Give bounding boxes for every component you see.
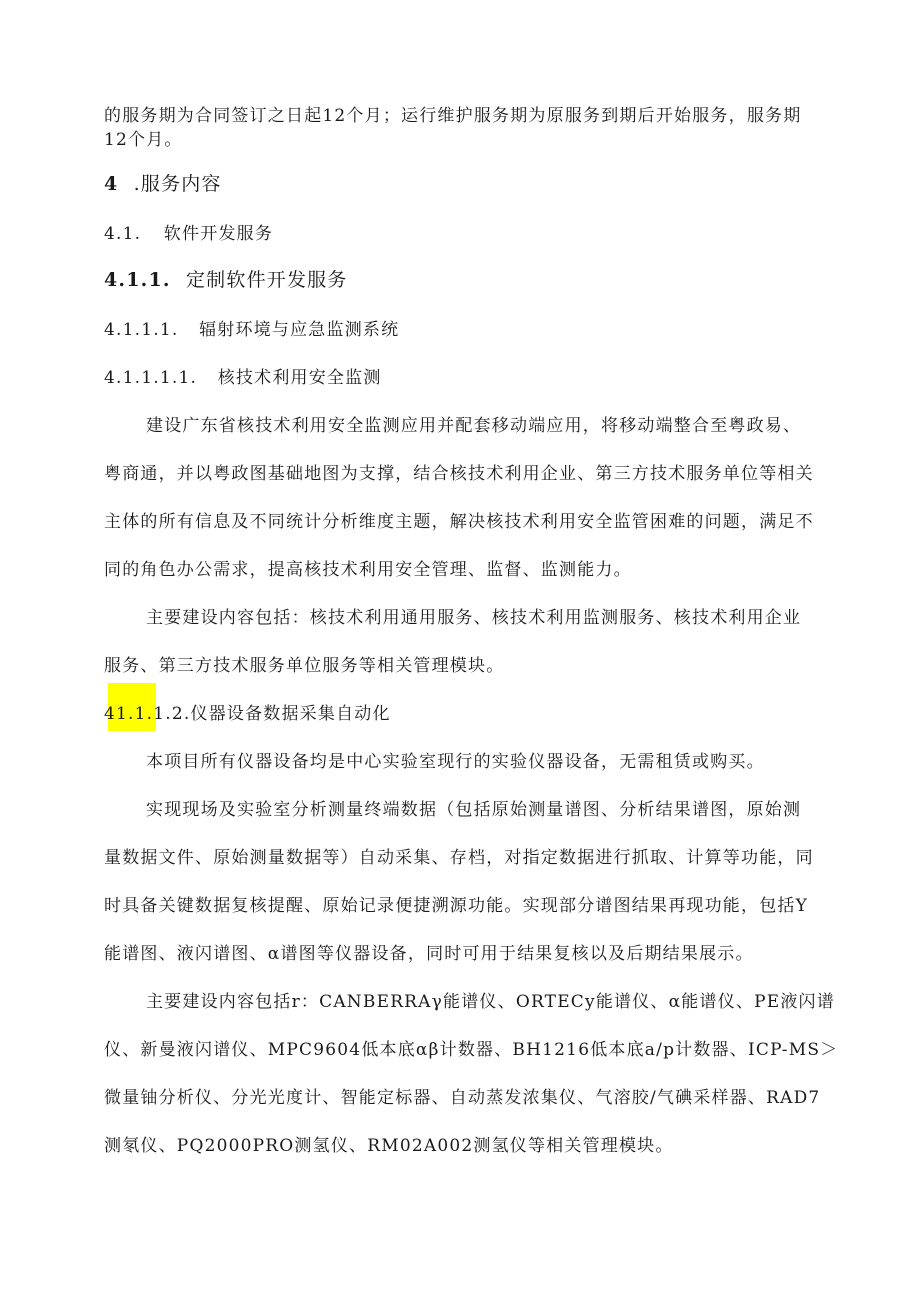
para-5-line-3: 微量铀分析仪、分光光度计、智能定标器、自动蒸发浓集仪、气溶胶/气碘采样器、RAD7	[104, 1088, 821, 1108]
para-1-line-2: 粤商通，并以粤政图基础地图为支撑，结合核技术利用企业、第三方技术服务单位等相关	[104, 464, 814, 484]
intro-line-1: 的服务期为合同签订之日起12个月；运行维护服务期为原服务到期后开始服务，服务期	[104, 106, 802, 126]
heading-title: 辐射环境与应急监测系统	[199, 320, 400, 340]
para-1-line-3: 主体的所有信息及不同统计分析维度主题，解决核技术利用安全监管困难的问题，满足不	[104, 512, 814, 532]
heading-section-4-1-1	[104, 268, 348, 292]
para-5-line-4: 测氡仪、PQ2000PRO测氢仪、RM02A002测氢仪等相关管理模块。	[104, 1136, 674, 1156]
heading-number: 4	[104, 173, 119, 195]
heading-title: .服务内容	[133, 173, 222, 195]
para-1-line-1: 建设广东省核技术利用安全监测应用并配套移动端应用，将移动端整合至粤政易、	[146, 416, 802, 436]
para-4-line-2: 量数据文件、原始测量数据等）自动采集、存档，对指定数据进行抓取、计算等功能，同	[104, 848, 814, 868]
heading-section-4-1-1-1-1	[104, 366, 382, 390]
heading-title: 核技术利用安全监测	[217, 368, 382, 388]
heading-section-4-1-1-1-2	[104, 702, 391, 726]
heading-title: 仪器设备数据采集自动化	[190, 704, 391, 724]
heading-number: 41.1.1.2.	[104, 704, 191, 724]
para-5-line-2: 仪、新曼液闪谱仪、MPC9604低本底αβ计数器、BH1216低本底a/p计数器、ICP-MS＞	[104, 1040, 839, 1060]
intro-line-2: 12个月。	[104, 130, 183, 150]
heading-number: 4.1.1.1.1.	[104, 368, 198, 388]
para-4-line-1: 实现现场及实验室分析测量终端数据（包括原始测量谱图、分析结果谱图，原始测	[146, 800, 802, 820]
para-3-line-1: 本项目所有仪器设备均是中心实验室现行的实验仪器设备，无需租赁或购买。	[146, 752, 765, 772]
para-2-line-1: 主要建设内容包括：核技术利用通用服务、核技术利用监测服务、核技术利用企业	[146, 608, 802, 628]
para-4-line-3: 时具备关键数据复核提醒、原始记录便捷溯源功能。实现部分谱图结果再现功能，包括Y	[104, 896, 809, 916]
heading-section-4-1-1-1	[104, 318, 399, 342]
para-4-line-4: 能谱图、液闪谱图、α谱图等仪器设备，同时可用于结果复核以及后期结果展示。	[104, 944, 754, 964]
para-1-line-4: 同的角色办公需求，提高核技术利用安全管理、监督、监测能力。	[104, 560, 632, 580]
para-2-line-2: 服务、第三方技术服务单位服务等相关管理模块。	[104, 656, 505, 676]
heading-number: 4.1.1.1.	[104, 320, 179, 340]
heading-section-4-1	[104, 222, 273, 246]
heading-title: 定制软件开发服务	[185, 269, 348, 291]
heading-number: 4.1.	[104, 224, 142, 244]
heading-number: 4.1.1.	[104, 269, 171, 291]
heading-title: 软件开发服务	[163, 224, 274, 244]
heading-section-4	[104, 172, 222, 196]
para-5-line-1: 主要建设内容包括r：CANBERRAγ能谱仪、ORTECy能谱仪、α能谱仪、PE液闪谱	[146, 992, 835, 1012]
